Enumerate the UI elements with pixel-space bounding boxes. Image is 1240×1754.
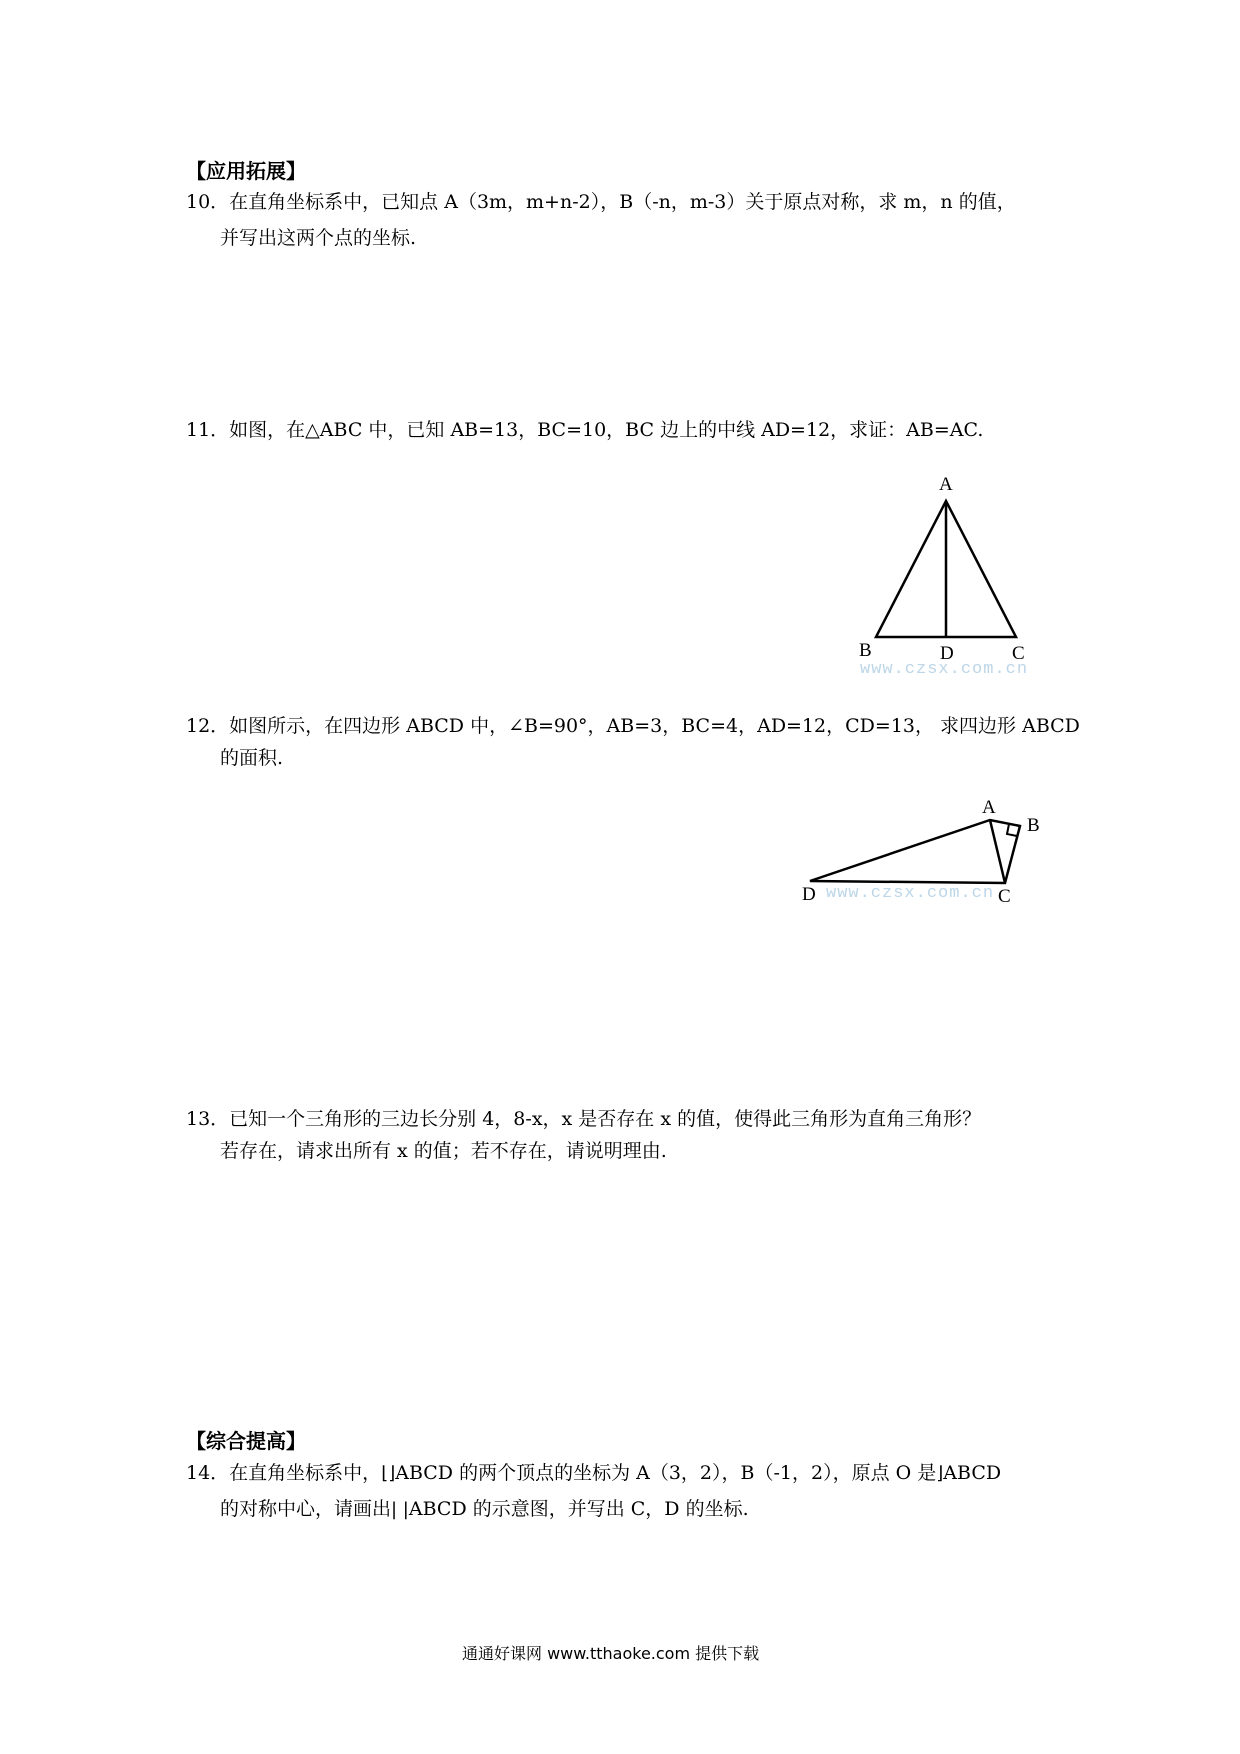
fig12-label-d: D bbox=[802, 884, 816, 905]
question-12-line-1: 12．如图所示，在四边形 ABCD 中，∠B=90°，AB=3，BC=4，AD=12，CD=13， 求四边形 ABCD bbox=[186, 715, 1080, 737]
parallelogram-icon: ⌋ bbox=[936, 1463, 944, 1484]
fig12-label-b: B bbox=[1027, 815, 1040, 836]
question-11-line-1: 11．如图，在△ABC 中，已知 AB=13，BC=10，BC 边上的中线 AD=12，求证：AB=AC. bbox=[186, 419, 984, 441]
question-14-line-1-part-b: ABCD 的两个顶点的坐标为 A（3，2），B（-1，2），原点 O 是 bbox=[395, 1462, 937, 1484]
question-14-line-1 bbox=[186, 1461, 1001, 1486]
question-10-line-1: 10．在直角坐标系中，已知点 A（3m，m+n-2），B（-n，m-3）关于原点对称，求 m，n 的值， bbox=[186, 191, 1016, 213]
fig12-watermark: www.czsx.com.cn bbox=[826, 884, 995, 903]
question-14-line-1-part-a: 14．在直角坐标系中， bbox=[186, 1462, 382, 1484]
question-14-line-2-part-b: ABCD 的示意图，并写出 C，D 的坐标. bbox=[408, 1498, 749, 1520]
question-13-line-1: 13．已知一个三角形的三边长分别 4，8-x，x 是否存在 x 的值，使得此三角形为直角三角形？ bbox=[186, 1108, 982, 1130]
fig12-label-a: A bbox=[982, 797, 996, 818]
fig11-label-b: B bbox=[859, 640, 872, 661]
section-heading-comprehensive: 【综合提高】 bbox=[186, 1429, 306, 1453]
question-10-line-2: 并写出这两个点的坐标. bbox=[220, 227, 417, 249]
question-13-line-2: 若存在，请求出所有 x 的值；若不存在，请说明理由. bbox=[220, 1140, 667, 1162]
fig11-label-a: A bbox=[939, 474, 953, 495]
question-14-line-1-part-c: ABCD bbox=[943, 1462, 1002, 1484]
question-14-line-2 bbox=[220, 1497, 749, 1522]
section-heading-application: 【应用拓展】 bbox=[186, 159, 306, 183]
fig11-watermark: www.czsx.com.cn bbox=[860, 660, 1029, 679]
question-12-line-2: 的面积. bbox=[220, 747, 284, 769]
question-14-line-2-part-a: 的对称中心，请画出 bbox=[220, 1498, 392, 1520]
page-footer: 通通好课网 www.tthaoke.com 提供下载 bbox=[462, 1644, 760, 1663]
quadrilateral-abcd-outline bbox=[810, 820, 1020, 883]
parallelogram-icon: | | bbox=[391, 1499, 409, 1520]
fig11-label-d: D bbox=[940, 643, 954, 664]
diagonal-ac-line bbox=[990, 820, 1005, 883]
fig11-label-c: C bbox=[1012, 643, 1025, 664]
fig12-label-c: C bbox=[998, 886, 1011, 907]
parallelogram-icon: ⌊⌋ bbox=[381, 1463, 396, 1484]
